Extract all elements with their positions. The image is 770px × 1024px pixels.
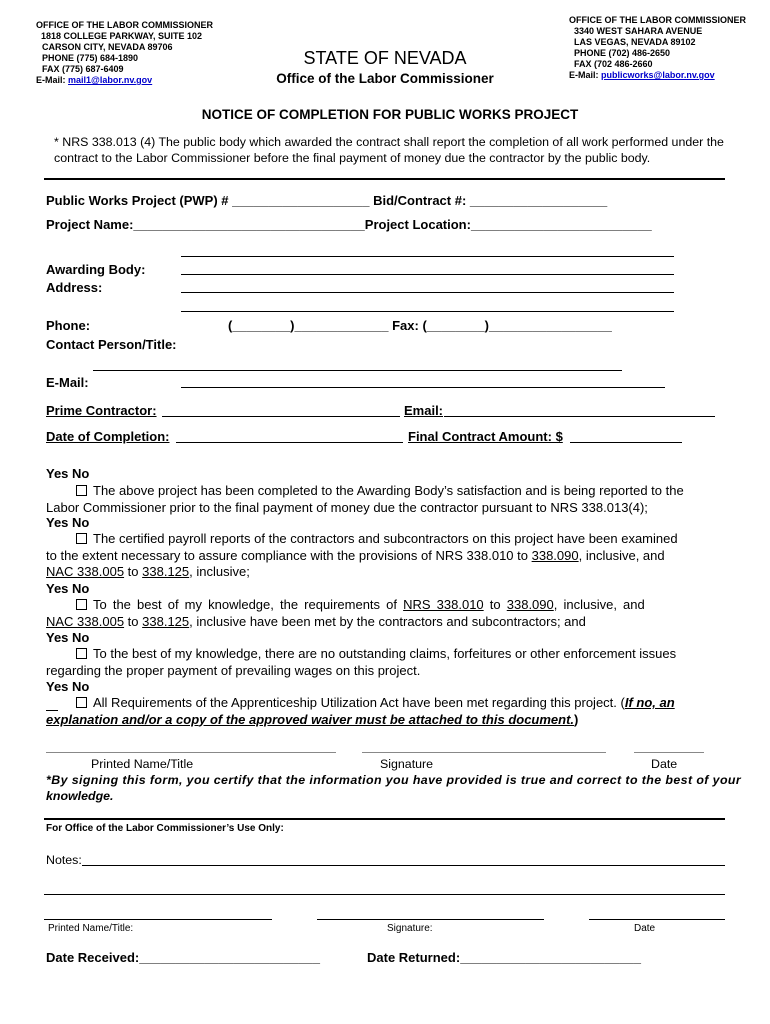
date-received-field[interactable] <box>46 950 320 965</box>
cert-2 <box>46 531 718 581</box>
office-use-heading: For Office of the Labor Commissioner’s Use Only: <box>46 823 284 834</box>
office-date-caption: Date <box>634 923 656 934</box>
cert-4-line2: regarding the proper payment of prevailing wages on this project. <box>46 662 421 678</box>
phone-fax-field[interactable]: (________)_____________ Fax: (________)_________________ <box>228 318 612 333</box>
pwp-bid-field[interactable]: Public Works Project (PWP) # ___________________ Bid/Contract #: ___________________ <box>46 193 608 208</box>
left-office-fax: FAX (775) 687-6409 <box>42 64 124 74</box>
date-received-blank: _________________________ <box>139 950 320 965</box>
contact-person-line[interactable] <box>93 370 622 371</box>
date-caption: Date <box>651 757 678 771</box>
final-amount-line[interactable] <box>570 442 682 443</box>
cert-4 <box>46 646 718 679</box>
cert-3-line2-mid: to <box>124 613 143 629</box>
right-office-street: 3340 WEST SAHARA AVENUE <box>574 26 703 36</box>
cert-3-line1-end: , inclusive, and <box>553 597 645 612</box>
cert-5-waiver-note: explanation and/or a copy of the approved waiver must be attached to this document. <box>46 711 575 727</box>
cert-5-line1-text: All Requirements of the Apprenticeship Utilization Act have been met regarding this project. ( <box>93 695 625 710</box>
left-email-label: E-Mail: <box>36 75 66 85</box>
right-office-phone: PHONE (702) 486-2650 <box>574 48 671 58</box>
awarding-body-line-1[interactable] <box>181 256 674 257</box>
cert-2-link-338-125[interactable]: 338.125 <box>142 564 190 579</box>
notes-label: Notes: <box>46 853 82 867</box>
right-office-fax: FAX (702 486-2660 <box>574 59 653 69</box>
signature-caption: Signature <box>380 757 434 771</box>
date-completion-label: Date of Completion: <box>46 429 170 444</box>
printed-name-caption: Printed Name/Title <box>91 757 194 771</box>
date-returned-field[interactable] <box>367 950 641 965</box>
office-use-divider <box>44 818 725 820</box>
cert-5 <box>46 695 718 728</box>
cert-2-line3-mid: to <box>124 564 143 579</box>
state-heading: STATE OF NEVADA <box>303 48 467 68</box>
cert-3-line1-mid: to <box>483 597 507 612</box>
notes-line-1[interactable] <box>82 865 725 866</box>
date-received-label: Date Received: <box>46 950 140 965</box>
office-printed-name-caption: Printed Name/Title: <box>48 923 134 934</box>
cert-3-link-nac-338-005[interactable]: NAC 338.005 <box>46 613 125 629</box>
cert-2-link-nrs-338-090[interactable]: 338.090 <box>531 547 579 563</box>
cert-2-line2-text: to the extent necessary to assure compliance with the provisions of NRS 338.010 to <box>46 547 532 563</box>
project-name-location-field[interactable]: Project Name:________________________________Project Location:_________________________ <box>46 217 652 232</box>
phone-label: Phone: <box>46 318 91 333</box>
office-signature-caption: Signature: <box>387 923 433 934</box>
cert-2-checkbox[interactable] <box>76 533 87 544</box>
statute-note-line2: contract to the Labor Commissioner before the final payment of money due the contractor by the public body. <box>54 151 651 165</box>
cert-3 <box>46 597 718 630</box>
contractor-email-label: Email: <box>404 403 444 418</box>
date-returned-label: Date Returned: <box>367 950 461 965</box>
right-email-link[interactable]: publicworks@labor.nv.gov <box>601 70 715 80</box>
cert-3-link-338-125[interactable]: 338.125 <box>142 613 190 629</box>
cert-2-link-nac-338-005[interactable]: NAC 338.005 <box>46 564 125 579</box>
cert-5-line1-emphasis: If no, an <box>624 695 675 710</box>
cert-4-checkbox[interactable] <box>76 648 87 659</box>
cert-1 <box>46 483 718 516</box>
header-divider <box>44 178 725 180</box>
left-office-name: OFFICE OF THE LABOR COMMISSIONER <box>36 20 213 30</box>
address-label: Address: <box>46 280 103 295</box>
cert-3-line2-end: , inclusive have been met by the contractors and subcontractors; and <box>189 613 586 629</box>
date-line[interactable] <box>634 752 704 753</box>
left-email-link[interactable]: mail1@labor.nv.gov <box>68 75 153 85</box>
cert-3-link-338-090[interactable]: 338.090 <box>506 597 554 612</box>
right-office-city: LAS VEGAS, NEVADA 89102 <box>574 37 696 47</box>
cert-1-line2: Labor Commissioner prior to the final payment of money due the contractor pursuant to NRS 338.013(4); <box>46 499 648 515</box>
yes-no-label-3: Yes No <box>46 581 90 596</box>
left-office-street: 1818 COLLEGE PARKWAY, SUITE 102 <box>41 31 203 41</box>
contact-person-label: Contact Person/Title: <box>46 337 177 352</box>
email-label: E-Mail: <box>46 375 89 390</box>
cert-3-line1-text: To the best of my knowledge, the requirements of <box>93 597 404 612</box>
form-title: NOTICE OF COMPLETION FOR PUBLIC WORKS PROJECT <box>201 107 579 122</box>
statute-note-line1: * NRS 338.013 (4) The public body which awarded the contract shall report the completion of all work performed under the <box>54 135 724 149</box>
office-printed-name-line[interactable] <box>44 919 272 920</box>
signature-line[interactable] <box>362 752 606 753</box>
email-line[interactable] <box>181 387 665 388</box>
address-line-2[interactable] <box>181 311 674 312</box>
cert-2-line1: The certified payroll reports of the contractors and subcontractors on this project have been examined <box>93 531 678 546</box>
cert-1-checkbox[interactable] <box>76 485 87 496</box>
certify-note-line2: knowledge. <box>46 789 114 803</box>
cert-5-checkbox[interactable] <box>76 697 87 708</box>
cert-2-line3-end: , inclusive; <box>189 564 250 579</box>
cert-2-line2-end: , inclusive, and <box>578 547 665 563</box>
prime-contractor-line[interactable] <box>162 416 400 417</box>
cert-1-line1: The above project has been completed to the Awarding Body’s satisfaction and is being reported to the <box>93 483 684 498</box>
office-heading: Office of the Labor Commissioner <box>276 71 494 86</box>
cert-3-checkbox[interactable] <box>76 599 87 610</box>
yes-no-label-4: Yes No <box>46 630 90 645</box>
cert-3-link-nrs-338-010[interactable]: NRS 338.010 <box>403 597 484 612</box>
prime-contractor-label: Prime Contractor: <box>46 403 157 418</box>
date-completion-line[interactable] <box>176 442 403 443</box>
right-office-name: OFFICE OF THE LABOR COMMISSIONER <box>569 15 746 25</box>
final-amount-label: Final Contract Amount: $ <box>408 429 563 444</box>
cert-4-line1: To the best of my knowledge, there are no outstanding claims, forfeitures or other enforcement issues <box>93 646 677 661</box>
right-email-label: E-Mail: <box>569 70 599 80</box>
contractor-email-line[interactable] <box>444 416 715 417</box>
yes-no-label-2: Yes No <box>46 515 90 530</box>
office-signature-line[interactable] <box>317 919 544 920</box>
yes-no-label-1: Yes No <box>46 466 90 481</box>
cert-5-blank[interactable] <box>46 710 58 711</box>
cert-5-line2-end: ) <box>574 711 579 727</box>
address-line-1[interactable] <box>181 292 674 293</box>
yes-no-label-5: Yes No <box>46 679 90 694</box>
left-office-phone: PHONE (775) 684-1890 <box>42 53 139 63</box>
certify-note-line1: *By signing this form, you certify that the information you have provided is true and correct to the best of your <box>46 773 742 787</box>
printed-name-line[interactable] <box>46 752 336 753</box>
awarding-body-line-2[interactable] <box>181 274 674 275</box>
awarding-body-label: Awarding Body: <box>46 262 146 277</box>
office-date-line[interactable] <box>589 919 725 920</box>
left-office-city: CARSON CITY, NEVADA 89706 <box>42 42 173 52</box>
notes-line-2[interactable] <box>44 894 725 895</box>
date-returned-blank: _________________________ <box>460 950 641 965</box>
